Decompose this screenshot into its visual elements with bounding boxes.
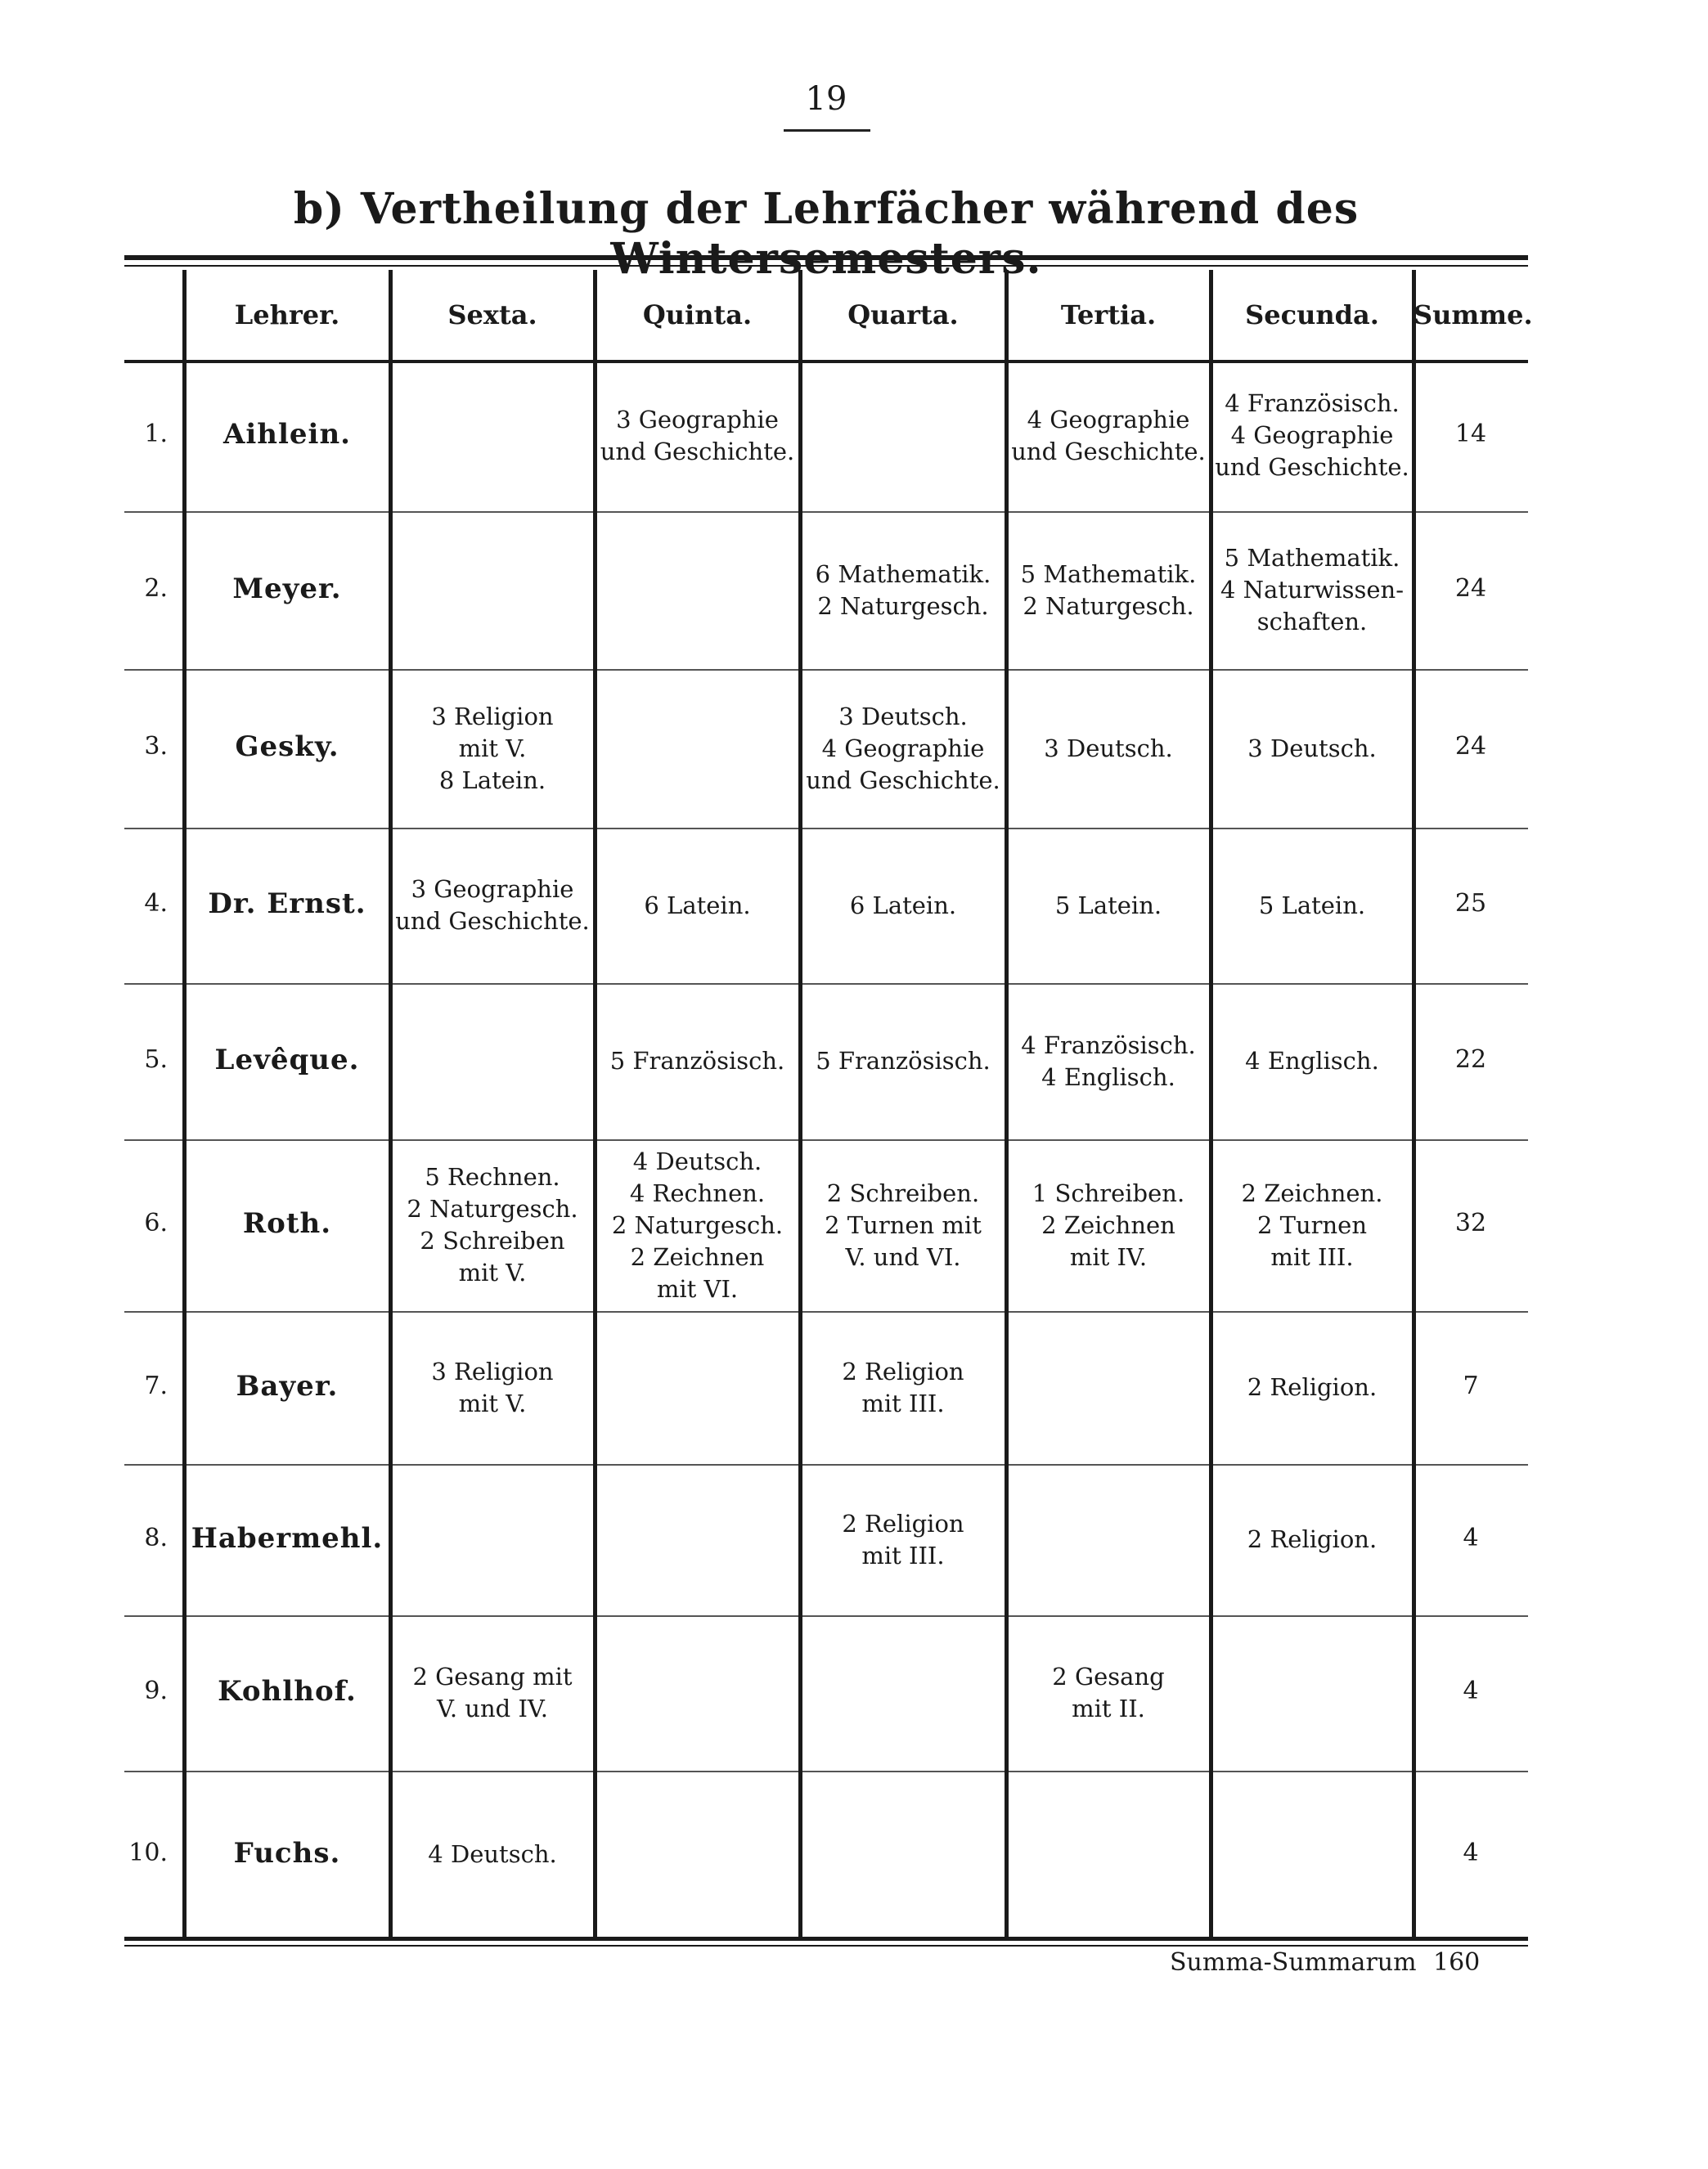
cell-quarta	[800, 1314, 1006, 1461]
column-header-teacher: Lehrer.	[234, 299, 340, 330]
cell-line: 8 Latein.	[438, 766, 546, 794]
cell-line: mit V.	[458, 1259, 527, 1287]
row-divider	[124, 1311, 1528, 1313]
cell-quarta	[800, 514, 1006, 666]
cell-line: 2 Religion	[842, 1509, 964, 1538]
row-divider	[124, 828, 1528, 829]
cell-secunda	[1211, 1143, 1414, 1308]
cell-tertia	[1006, 672, 1211, 824]
row-divider	[124, 669, 1528, 671]
cell-line: 5 Latein.	[1258, 891, 1366, 919]
cell-line: 3 Religion	[431, 1357, 554, 1385]
cell-line: 2 Naturgesch.	[817, 591, 989, 620]
cell-line: 3 Religion	[431, 702, 554, 730]
cell-sexta	[390, 831, 595, 980]
row-sum: 25	[1454, 889, 1487, 918]
cell-sexta	[390, 363, 595, 508]
row-divider	[124, 511, 1528, 513]
cell-line: 4 Geographie	[1230, 421, 1394, 449]
cell-line: 4 Englisch.	[1245, 1047, 1379, 1075]
page-number-rule	[784, 129, 870, 132]
row-divider	[124, 1464, 1528, 1466]
cell-tertia	[1006, 1774, 1211, 1935]
cell-line: mit IV.	[1069, 1242, 1148, 1271]
cell-line: 5 Französisch.	[816, 1047, 991, 1075]
footer-label: Summa-Summarum	[1170, 1948, 1417, 1977]
cell-line: mit III.	[1270, 1242, 1354, 1271]
cell-tertia	[1006, 831, 1211, 980]
column-header-quarta: Quarta.	[847, 299, 959, 330]
table-top-rule-thin	[124, 265, 1528, 267]
page-title: b) Vertheilung der Lehrfächer während des	[293, 184, 1360, 234]
cell-quarta	[800, 1774, 1006, 1935]
cell-quinta	[595, 986, 800, 1136]
cell-sexta	[390, 1143, 595, 1308]
cell-line: 2 Naturgesch.	[611, 1210, 784, 1239]
cell-line: 3 Geographie	[616, 405, 779, 433]
cell-line: mit II.	[1072, 1695, 1145, 1722]
cell-line: V. und IV.	[437, 1695, 548, 1722]
cell-line: 4 Naturwissen-	[1220, 576, 1405, 604]
row-number: 5.	[144, 1044, 168, 1074]
table-bottom-rule	[124, 1937, 1528, 1941]
cell-tertia	[1006, 1619, 1211, 1767]
row-number: 9.	[144, 1677, 168, 1705]
cell-quarta	[800, 831, 1006, 980]
cell-quarta	[800, 1619, 1006, 1767]
teacher-name: Habermehl.	[191, 1521, 384, 1555]
cell-line: 4 Rechnen.	[629, 1179, 766, 1207]
cell-secunda	[1211, 986, 1414, 1136]
column-header-summe: Summe.	[1414, 299, 1533, 330]
cell-quinta	[595, 1314, 800, 1461]
row-sum: 24	[1454, 732, 1487, 761]
row-sum: 4	[1463, 1523, 1479, 1552]
cell-line: 2 Schreiben	[420, 1227, 565, 1255]
footer-total: 160	[1433, 1948, 1481, 1977]
cell-line: mit V.	[458, 734, 527, 762]
cell-line: und Geschichte.	[1011, 437, 1206, 465]
cell-quinta	[595, 831, 800, 980]
cell-secunda	[1211, 514, 1414, 666]
cell-sexta	[390, 1774, 595, 1935]
table-top-rule	[124, 255, 1528, 260]
cell-line: 4 Geographie	[1027, 405, 1190, 433]
cell-line: und Geschichte.	[806, 766, 1000, 794]
row-number: 7.	[144, 1371, 168, 1400]
row-number: 3.	[144, 732, 168, 761]
cell-line: 3 Geographie	[411, 875, 574, 903]
cell-line: 2 Religion.	[1247, 1373, 1378, 1401]
column-header-tertia: Tertia.	[1060, 299, 1157, 330]
cell-secunda	[1211, 1314, 1414, 1461]
cell-line: 6 Latein.	[644, 891, 751, 919]
cell-line: 2 Zeichnen	[630, 1242, 765, 1271]
cell-line: 5 Rechnen.	[425, 1163, 560, 1191]
cell-secunda	[1211, 672, 1414, 824]
row-number: 1.	[144, 419, 168, 448]
cell-line: 4 Deutsch.	[428, 1840, 557, 1868]
cell-line: 4 Französisch.	[1021, 1031, 1196, 1059]
row-divider	[124, 1771, 1528, 1772]
teacher-name: Meyer.	[232, 572, 342, 605]
teacher-name: Bayer.	[236, 1369, 339, 1403]
teacher-name: Levêque.	[214, 1043, 360, 1076]
cell-line: V. und VI.	[845, 1242, 961, 1271]
cell-secunda	[1211, 1467, 1414, 1612]
teacher-name: Dr. Ernst.	[208, 887, 366, 920]
cell-line: 6 Latein.	[849, 891, 957, 919]
table-bottom-rule-thin	[124, 1945, 1528, 1947]
row-sum: 32	[1454, 1209, 1487, 1237]
cell-quinta	[595, 514, 800, 666]
cell-line: 6 Mathematik.	[815, 559, 991, 588]
row-sum: 7	[1463, 1371, 1479, 1400]
cell-line: 4 Englisch.	[1041, 1062, 1175, 1091]
cell-line: 4 Französisch.	[1225, 389, 1400, 417]
cell-line: 3 Deutsch.	[1247, 734, 1377, 762]
teacher-name: Aihlein.	[222, 417, 352, 451]
column-header-sexta: Sexta.	[447, 299, 537, 330]
cell-line: 5 Mathematik.	[1224, 544, 1400, 572]
row-sum: 14	[1454, 419, 1487, 448]
cell-line: 2 Gesang mit	[412, 1663, 573, 1691]
cell-tertia	[1006, 363, 1211, 508]
cell-line: mit VI.	[656, 1274, 739, 1303]
cell-sexta	[390, 1467, 595, 1612]
cell-tertia	[1006, 1143, 1211, 1308]
cell-quinta	[595, 1143, 800, 1308]
cell-quinta	[595, 1619, 800, 1767]
cell-quarta	[800, 672, 1006, 824]
cell-quarta	[800, 1143, 1006, 1308]
cell-line: 5 Latein.	[1054, 891, 1162, 919]
cell-sexta	[390, 672, 595, 824]
cell-sexta	[390, 986, 595, 1136]
cell-quinta	[595, 672, 800, 824]
cell-line: 2 Zeichnen	[1041, 1210, 1175, 1239]
cell-line: 2 Schreiben.	[826, 1179, 980, 1207]
row-divider	[124, 983, 1528, 985]
cell-quinta	[595, 363, 800, 508]
teacher-name: Fuchs.	[233, 1836, 341, 1870]
cell-line: und Geschichte.	[1215, 453, 1409, 481]
cell-quarta	[800, 363, 1006, 508]
row-sum: 22	[1454, 1044, 1487, 1074]
cell-line: 2 Naturgesch.	[1023, 591, 1194, 620]
cell-line: mit III.	[861, 1541, 945, 1569]
cell-tertia	[1006, 1314, 1211, 1461]
teacher-name: Roth.	[242, 1207, 332, 1240]
cell-quinta	[595, 1467, 800, 1612]
cell-quarta	[800, 986, 1006, 1136]
cell-secunda	[1211, 1774, 1414, 1935]
row-number: 8.	[144, 1523, 168, 1552]
cell-line: 2 Naturgesch.	[407, 1195, 578, 1223]
row-sum: 24	[1454, 573, 1487, 603]
cell-tertia	[1006, 986, 1211, 1136]
cell-line: 2 Turnen	[1256, 1210, 1368, 1239]
cell-line: 2 Religion	[842, 1357, 964, 1385]
cell-line: 4 Geographie	[821, 734, 985, 762]
cell-line: 4 Deutsch.	[632, 1147, 762, 1175]
cell-sexta	[390, 1314, 595, 1461]
cell-quarta	[800, 1467, 1006, 1612]
cell-line: 2 Zeichnen.	[1241, 1179, 1383, 1207]
row-divider	[124, 1139, 1528, 1141]
teacher-name: Kohlhof.	[218, 1675, 357, 1708]
column-header-quinta: Quinta.	[642, 299, 753, 330]
cell-secunda	[1211, 831, 1414, 980]
cell-sexta	[390, 514, 595, 666]
column-header-secunda: Secunda.	[1245, 299, 1379, 330]
row-divider	[124, 1615, 1528, 1617]
cell-line: 2 Turnen mit	[825, 1210, 982, 1239]
cell-tertia	[1006, 514, 1211, 666]
cell-line: mit V.	[458, 1389, 527, 1417]
row-number: 2.	[144, 573, 168, 603]
cell-line: 2 Religion.	[1247, 1525, 1378, 1553]
row-number: 10.	[128, 1838, 168, 1867]
row-number: 6.	[144, 1209, 168, 1237]
teacher-name: Gesky.	[235, 730, 339, 763]
cell-line: schaften.	[1256, 608, 1368, 635]
cell-line: 1 Schreiben.	[1032, 1179, 1185, 1207]
cell-quinta	[595, 1774, 800, 1935]
cell-line: mit III.	[861, 1389, 945, 1417]
cell-line: 3 Deutsch.	[1044, 734, 1173, 762]
row-sum: 4	[1463, 1838, 1479, 1867]
cell-line: 2 Gesang	[1052, 1663, 1165, 1691]
cell-secunda	[1211, 1619, 1414, 1767]
page-number: 19	[805, 80, 847, 118]
cell-tertia	[1006, 1467, 1211, 1612]
row-number: 4.	[144, 889, 168, 918]
cell-line: 3 Deutsch.	[838, 702, 968, 730]
row-sum: 4	[1463, 1677, 1479, 1705]
cell-line: und Geschichte.	[600, 437, 795, 465]
cell-line: und Geschichte.	[395, 907, 590, 935]
cell-line: 5 Französisch.	[609, 1047, 785, 1075]
cell-sexta	[390, 1619, 595, 1767]
cell-secunda	[1211, 363, 1414, 508]
cell-line: 5 Mathematik.	[1020, 559, 1197, 588]
